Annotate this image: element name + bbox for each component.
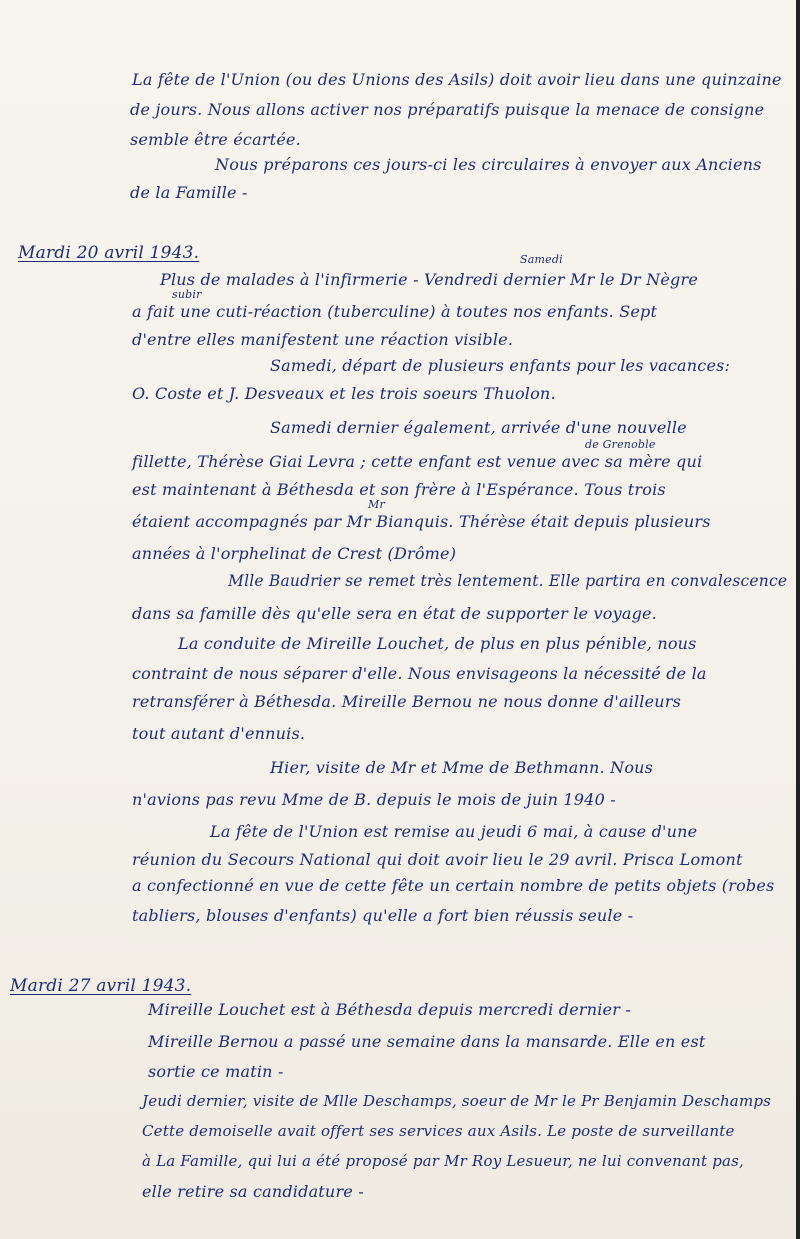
journal-line: La fête de l'Union (ou des Unions des Asils) doit avoir lieu dans une quinzaine (132, 70, 782, 89)
journal-line: Mireille Louchet est à Béthesda depuis mercredi dernier - (148, 1000, 631, 1019)
journal-line: fillette, Thérèse Giai Levra ; cette enfant est venue avec sa mère qui (132, 452, 703, 471)
journal-line: d'entre elles manifestent une réaction visible. (132, 330, 514, 349)
journal-line: sortie ce matin - (148, 1062, 284, 1081)
journal-line: tabliers, blouses d'enfants) qu'elle a fort bien réussis seule - (132, 906, 634, 925)
journal-line: semble être écartée. (130, 130, 301, 149)
journal-line: est maintenant à Béthesda et son frère à l'Espérance. Tous trois (132, 480, 666, 499)
journal-line: de la Famille - (130, 183, 248, 202)
journal-line: Mlle Baudrier se remet très lentement. Elle partira en convalescence (228, 572, 788, 590)
journal-line: La conduite de Mireille Louchet, de plus en plus pénible, nous (178, 634, 697, 653)
journal-line: tout autant d'ennuis. (132, 724, 306, 743)
journal-line: de jours. Nous allons activer nos préparatifs puisque la menace de consigne (130, 100, 765, 119)
page-edge (796, 0, 800, 1239)
journal-line: a fait une cuti-réaction (tuberculine) à toutes nos enfants. Sept (132, 302, 658, 321)
journal-line: elle retire sa candidature - (142, 1182, 364, 1201)
journal-line: n'avions pas revu Mme de B. depuis le mois de juin 1940 - (132, 790, 616, 809)
journal-line: Mireille Bernou a passé une semaine dans la mansarde. Elle en est (148, 1032, 706, 1051)
journal-line: contraint de nous séparer d'elle. Nous envisageons la nécessité de la (132, 664, 707, 683)
insertion-note: subir (172, 288, 202, 301)
entry-date: Mardi 20 avril 1943. (18, 243, 200, 263)
journal-line: retransférer à Béthesda. Mireille Bernou ne nous donne d'ailleurs (132, 692, 682, 711)
journal-line: O. Coste et J. Desveaux et les trois soeurs Thuolon. (132, 384, 556, 403)
journal-line: a confectionné en vue de cette fête un certain nombre de petits objets (robes (132, 876, 775, 895)
insertion-note: Mr (368, 498, 385, 511)
journal-line: La fête de l'Union est remise au jeudi 6 mai, à cause d'une (210, 822, 698, 841)
journal-line: Samedi, départ de plusieurs enfants pour les vacances: (270, 356, 731, 375)
insertion-note: de Grenoble (585, 438, 656, 451)
journal-line: étaient accompagnés par Mr Bianquis. Thérèse était depuis plusieurs (132, 512, 711, 531)
journal-line: années à l'orphelinat de Crest (Drôme) (132, 544, 457, 563)
journal-line: à La Famille, qui lui a été proposé par Mr Roy Lesueur, ne lui convenant pas, (142, 1152, 745, 1170)
journal-line: Samedi dernier également, arrivée d'une nouvelle (270, 418, 687, 437)
journal-line: Nous préparons ces jours-ci les circulaires à envoyer aux Anciens (215, 155, 762, 174)
journal-line: Cette demoiselle avait offert ses services aux Asils. Le poste de surveillante (142, 1122, 735, 1140)
journal-line: dans sa famille dès qu'elle sera en état de supporter le voyage. (132, 604, 657, 623)
journal-line: Jeudi dernier, visite de Mlle Deschamps, soeur de Mr le Pr Benjamin Deschamps (142, 1092, 772, 1110)
insertion-note: Samedi (520, 253, 563, 266)
entry-date: Mardi 27 avril 1943. (10, 976, 192, 996)
journal-line: réunion du Secours National qui doit avoir lieu le 29 avril. Prisca Lomont (132, 850, 743, 869)
journal-line: Plus de malades à l'infirmerie - Vendredi dernier Mr le Dr Nègre (160, 270, 698, 289)
journal-line: Hier, visite de Mr et Mme de Bethmann. Nous (270, 758, 654, 777)
